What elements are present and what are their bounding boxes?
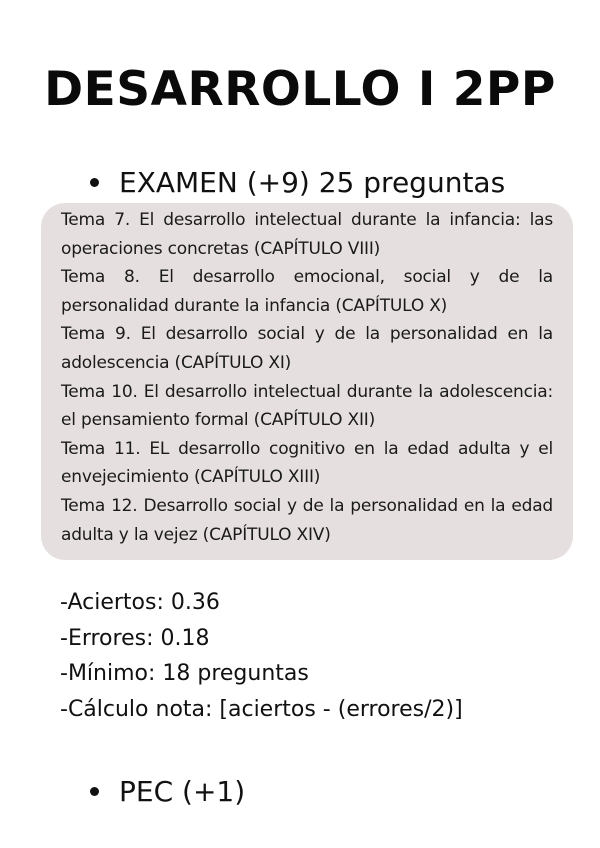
exam-bullet [90, 166, 505, 199]
topics-list [61, 206, 553, 549]
stat-errores: -Errores: 0.18 [60, 625, 210, 651]
topic-item: Tema 10. El desarrollo intelectual durante la adolescencia: el pensamiento formal (CAPÍTULO XII) [61, 381, 553, 431]
topic-item: Tema 11. EL desarrollo cognitivo en la edad adulta y el envejecimiento (CAPÍTULO XIII) [61, 438, 553, 488]
scoring-stats [60, 585, 463, 727]
exam-label: EXAMEN (+9) 25 preguntas [119, 166, 506, 199]
topic-item: Tema 9. El desarrollo social y de la personalidad en la adolescencia (CAPÍTULO XI) [61, 324, 553, 373]
bullet-icon [90, 787, 99, 796]
stat-aciertos: -Aciertos: 0.36 [60, 590, 220, 615]
page-title: DESARROLLO I 2PP [44, 62, 556, 117]
stat-calculo-nota: -Cálculo nota: [aciertos - (errores/2)] [60, 696, 463, 722]
topic-item: Tema 12. Desarrollo social y de la personalidad en la edad adulta y la vejez (CAPÍTULO XIV) [61, 495, 553, 545]
bullet-icon [90, 178, 99, 187]
topic-item: Tema 7. El desarrollo intelectual durante la infancia: las operaciones concretas (CAPÍTULO VIII) [61, 210, 553, 259]
topic-item: Tema 8. El desarrollo emocional, social y de la personalidad durante la infancia (CAPÍTULO X) [61, 267, 553, 316]
stat-minimo: -Mínimo: 18 preguntas [60, 661, 309, 686]
pec-bullet [90, 775, 245, 808]
pec-label: PEC (+1) [119, 775, 246, 808]
